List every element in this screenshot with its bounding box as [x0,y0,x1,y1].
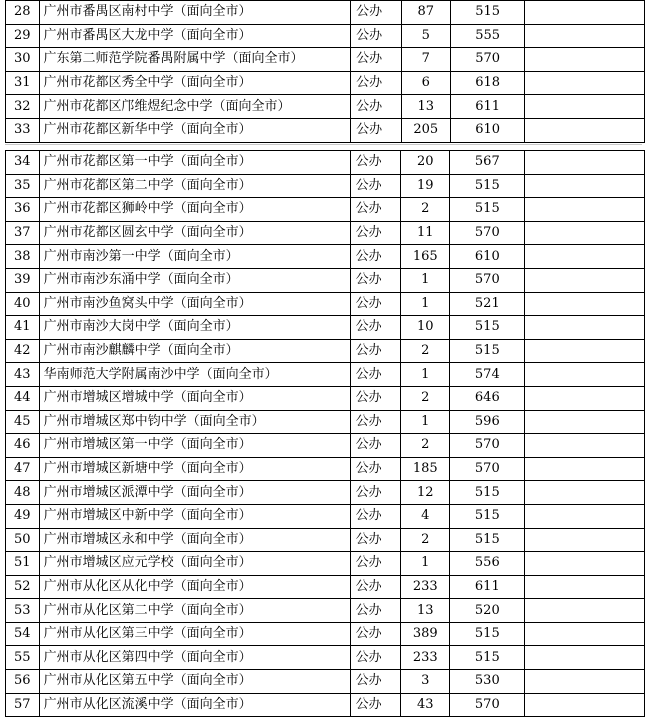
remarks-cell [525,1,645,25]
school-name-cell: 广州市增城区派潭中学（面向全市） [39,481,350,505]
school-name-cell: 广州市增城区郑中钧中学（面向全市） [39,410,350,434]
row-index-cell: 51 [6,552,40,576]
school-name-cell: 广州市番禺区南村中学（面向全市） [39,1,351,25]
school-type-cell: 公办 [350,386,401,410]
school-name-cell: 广州市从化区第四中学（面向全市） [39,646,350,670]
cutoff-score-cell: 570 [450,221,525,245]
admission-table-part-2 [5,150,645,717]
remarks-cell [525,386,645,410]
school-type-cell: 公办 [350,552,401,576]
row-index-cell: 35 [6,174,40,198]
school-type-cell: 公办 [350,575,401,599]
row-index-cell: 53 [6,599,40,623]
school-type-cell: 公办 [350,410,401,434]
remarks-cell [525,245,645,269]
table-row [6,151,645,175]
remarks-cell [525,24,645,48]
table-row [6,693,645,717]
cutoff-score-cell: 610 [450,245,525,269]
school-type-cell: 公办 [351,48,401,72]
row-index-cell: 29 [6,24,40,48]
table-row [6,95,645,119]
school-name-cell: 广州市花都区狮岭中学（面向全市） [39,198,350,222]
row-index-cell: 40 [6,292,40,316]
enrollment-count-cell: 11 [401,221,450,245]
table-row [6,646,645,670]
table-row [6,434,645,458]
cutoff-score-cell: 611 [450,95,525,119]
cutoff-score-cell: 515 [450,316,525,340]
row-index-cell: 36 [6,198,40,222]
enrollment-count-cell: 2 [401,198,450,222]
school-type-cell: 公办 [350,221,401,245]
school-type-cell: 公办 [350,363,401,387]
enrollment-count-cell: 2 [401,386,450,410]
remarks-cell [525,198,645,222]
row-index-cell: 55 [6,646,40,670]
cutoff-score-cell: 570 [450,434,525,458]
table-row [6,48,645,72]
remarks-cell [525,481,645,505]
row-index-cell: 48 [6,481,40,505]
cutoff-score-cell: 596 [450,410,525,434]
row-index-cell: 34 [6,151,40,175]
row-index-cell: 43 [6,363,40,387]
school-type-cell: 公办 [350,457,401,481]
school-name-cell: 广州市花都区秀全中学（面向全市） [39,71,351,95]
enrollment-count-cell: 20 [401,151,450,175]
school-type-cell: 公办 [351,24,401,48]
table-row [6,481,645,505]
row-index-cell: 28 [6,1,40,25]
enrollment-count-cell: 389 [401,622,450,646]
table-row [6,386,645,410]
cutoff-score-cell: 618 [450,71,525,95]
remarks-cell [525,151,645,175]
school-name-cell: 广州市增城区应元学校（面向全市） [39,552,350,576]
table-row [6,1,645,25]
enrollment-count-cell: 185 [401,457,450,481]
enrollment-count-cell: 2 [401,434,450,458]
enrollment-count-cell: 1 [401,268,450,292]
remarks-cell [525,622,645,646]
school-name-cell: 广州市从化区流溪中学（面向全市） [39,693,350,717]
table-row [6,198,645,222]
remarks-cell [525,599,645,623]
school-type-cell: 公办 [351,71,401,95]
cutoff-score-cell: 515 [450,504,525,528]
enrollment-count-cell: 233 [401,646,450,670]
remarks-cell [525,118,645,142]
school-type-cell: 公办 [351,118,401,142]
school-name-cell: 广州市增城区中新中学（面向全市） [39,504,350,528]
cutoff-score-cell: 570 [450,693,525,717]
school-type-cell: 公办 [350,693,401,717]
enrollment-count-cell: 1 [401,552,450,576]
remarks-cell [525,670,645,694]
enrollment-count-cell: 43 [401,693,450,717]
remarks-cell [525,221,645,245]
cutoff-score-cell: 570 [450,457,525,481]
school-type-cell: 公办 [350,599,401,623]
school-name-cell: 广州市南沙大岗中学（面向全市） [39,316,350,340]
table-row [6,504,645,528]
table-row [6,316,645,340]
remarks-cell [525,363,645,387]
admission-table-part-1 [5,0,645,143]
school-type-cell: 公办 [350,670,401,694]
remarks-cell [525,457,645,481]
school-name-cell: 广州市南沙第一中学（面向全市） [39,245,350,269]
enrollment-count-cell: 87 [401,1,450,25]
cutoff-score-cell: 515 [450,481,525,505]
enrollment-count-cell: 165 [401,245,450,269]
school-name-cell: 广州市南沙鱼窝头中学（面向全市） [39,292,350,316]
cutoff-score-cell: 515 [450,1,525,25]
school-name-cell: 广州市增城区永和中学（面向全市） [39,528,350,552]
row-index-cell: 41 [6,316,40,340]
table-row [6,410,645,434]
enrollment-count-cell: 1 [401,363,450,387]
school-name-cell: 广州市番禺区大龙中学（面向全市） [39,24,351,48]
table-row [6,118,645,142]
school-type-cell: 公办 [350,198,401,222]
table-row [6,575,645,599]
school-name-cell: 广州市花都区圆玄中学（面向全市） [39,221,350,245]
school-type-cell: 公办 [351,95,401,119]
school-type-cell: 公办 [351,1,401,25]
remarks-cell [525,552,645,576]
cutoff-score-cell: 611 [450,575,525,599]
row-index-cell: 31 [6,71,40,95]
school-type-cell: 公办 [350,316,401,340]
enrollment-count-cell: 13 [401,599,450,623]
table-row [6,599,645,623]
school-name-cell: 广州市从化区第二中学（面向全市） [39,599,350,623]
table-row [6,245,645,269]
school-name-cell: 华南师范大学附属南沙中学（面向全市） [39,363,350,387]
remarks-cell [525,268,645,292]
remarks-cell [525,95,645,119]
row-index-cell: 46 [6,434,40,458]
row-index-cell: 44 [6,386,40,410]
table-row [6,528,645,552]
cutoff-score-cell: 515 [450,646,525,670]
cutoff-score-cell: 574 [450,363,525,387]
row-index-cell: 50 [6,528,40,552]
school-name-cell: 广东第二师范学院番禺附属中学（面向全市） [39,48,351,72]
table-row [6,221,645,245]
table-row [6,363,645,387]
school-type-cell: 公办 [350,245,401,269]
table-row [6,24,645,48]
cutoff-score-cell: 521 [450,292,525,316]
remarks-cell [525,292,645,316]
school-type-cell: 公办 [350,151,401,175]
cutoff-score-cell: 515 [450,622,525,646]
row-index-cell: 54 [6,622,40,646]
school-name-cell: 广州市南沙麒麟中学（面向全市） [39,339,350,363]
remarks-cell [525,410,645,434]
row-index-cell: 57 [6,693,40,717]
enrollment-count-cell: 205 [401,118,450,142]
table-row [6,622,645,646]
page-break-rule [5,144,642,145]
cutoff-score-cell: 555 [450,24,525,48]
row-index-cell: 32 [6,95,40,119]
table-row [6,71,645,95]
remarks-cell [525,575,645,599]
table-row [6,174,645,198]
row-index-cell: 42 [6,339,40,363]
table-row [6,268,645,292]
school-name-cell: 广州市花都区新华中学（面向全市） [39,118,351,142]
school-type-cell: 公办 [350,528,401,552]
school-name-cell: 广州市南沙东涌中学（面向全市） [39,268,350,292]
remarks-cell [525,434,645,458]
remarks-cell [525,71,645,95]
enrollment-count-cell: 1 [401,410,450,434]
table-row [6,670,645,694]
enrollment-count-cell: 2 [401,339,450,363]
remarks-cell [525,646,645,670]
school-type-cell: 公办 [350,481,401,505]
school-type-cell: 公办 [350,504,401,528]
remarks-cell [525,693,645,717]
school-name-cell: 广州市从化区从化中学（面向全市） [39,575,350,599]
table-row [6,339,645,363]
row-index-cell: 33 [6,118,40,142]
cutoff-score-cell: 646 [450,386,525,410]
school-name-cell: 广州市花都区第一中学（面向全市） [39,151,350,175]
enrollment-count-cell: 12 [401,481,450,505]
school-name-cell: 广州市从化区第三中学（面向全市） [39,622,350,646]
enrollment-count-cell: 5 [401,24,450,48]
cutoff-score-cell: 515 [450,528,525,552]
school-type-cell: 公办 [350,174,401,198]
row-index-cell: 45 [6,410,40,434]
cutoff-score-cell: 515 [450,198,525,222]
remarks-cell [525,316,645,340]
remarks-cell [525,174,645,198]
cutoff-score-cell: 570 [450,268,525,292]
enrollment-count-cell: 4 [401,504,450,528]
remarks-cell [525,528,645,552]
school-type-cell: 公办 [350,434,401,458]
school-name-cell: 广州市从化区第五中学（面向全市） [39,670,350,694]
school-name-cell: 广州市花都区邝维煜纪念中学（面向全市） [39,95,351,119]
cutoff-score-cell: 570 [450,48,525,72]
row-index-cell: 37 [6,221,40,245]
enrollment-count-cell: 19 [401,174,450,198]
enrollment-count-cell: 233 [401,575,450,599]
enrollment-count-cell: 1 [401,292,450,316]
school-type-cell: 公办 [350,339,401,363]
cutoff-score-cell: 556 [450,552,525,576]
cutoff-score-cell: 515 [450,339,525,363]
row-index-cell: 56 [6,670,40,694]
school-name-cell: 广州市花都区第二中学（面向全市） [39,174,350,198]
school-name-cell: 广州市增城区第一中学（面向全市） [39,434,350,458]
table-row [6,552,645,576]
cutoff-score-cell: 567 [450,151,525,175]
row-index-cell: 38 [6,245,40,269]
school-type-cell: 公办 [350,268,401,292]
school-name-cell: 广州市增城区增城中学（面向全市） [39,386,350,410]
school-type-cell: 公办 [350,292,401,316]
enrollment-count-cell: 2 [401,528,450,552]
cutoff-score-cell: 520 [450,599,525,623]
table-row [6,292,645,316]
remarks-cell [525,504,645,528]
row-index-cell: 47 [6,457,40,481]
remarks-cell [525,339,645,363]
school-type-cell: 公办 [350,646,401,670]
row-index-cell: 49 [6,504,40,528]
cutoff-score-cell: 515 [450,174,525,198]
cutoff-score-cell: 610 [450,118,525,142]
cutoff-score-cell: 530 [450,670,525,694]
school-type-cell: 公办 [350,622,401,646]
table-row [6,457,645,481]
enrollment-count-cell: 10 [401,316,450,340]
enrollment-count-cell: 6 [401,71,450,95]
row-index-cell: 52 [6,575,40,599]
enrollment-count-cell: 13 [401,95,450,119]
row-index-cell: 39 [6,268,40,292]
remarks-cell [525,48,645,72]
enrollment-count-cell: 7 [401,48,450,72]
row-index-cell: 30 [6,48,40,72]
enrollment-count-cell: 3 [401,670,450,694]
school-name-cell: 广州市增城区新塘中学（面向全市） [39,457,350,481]
